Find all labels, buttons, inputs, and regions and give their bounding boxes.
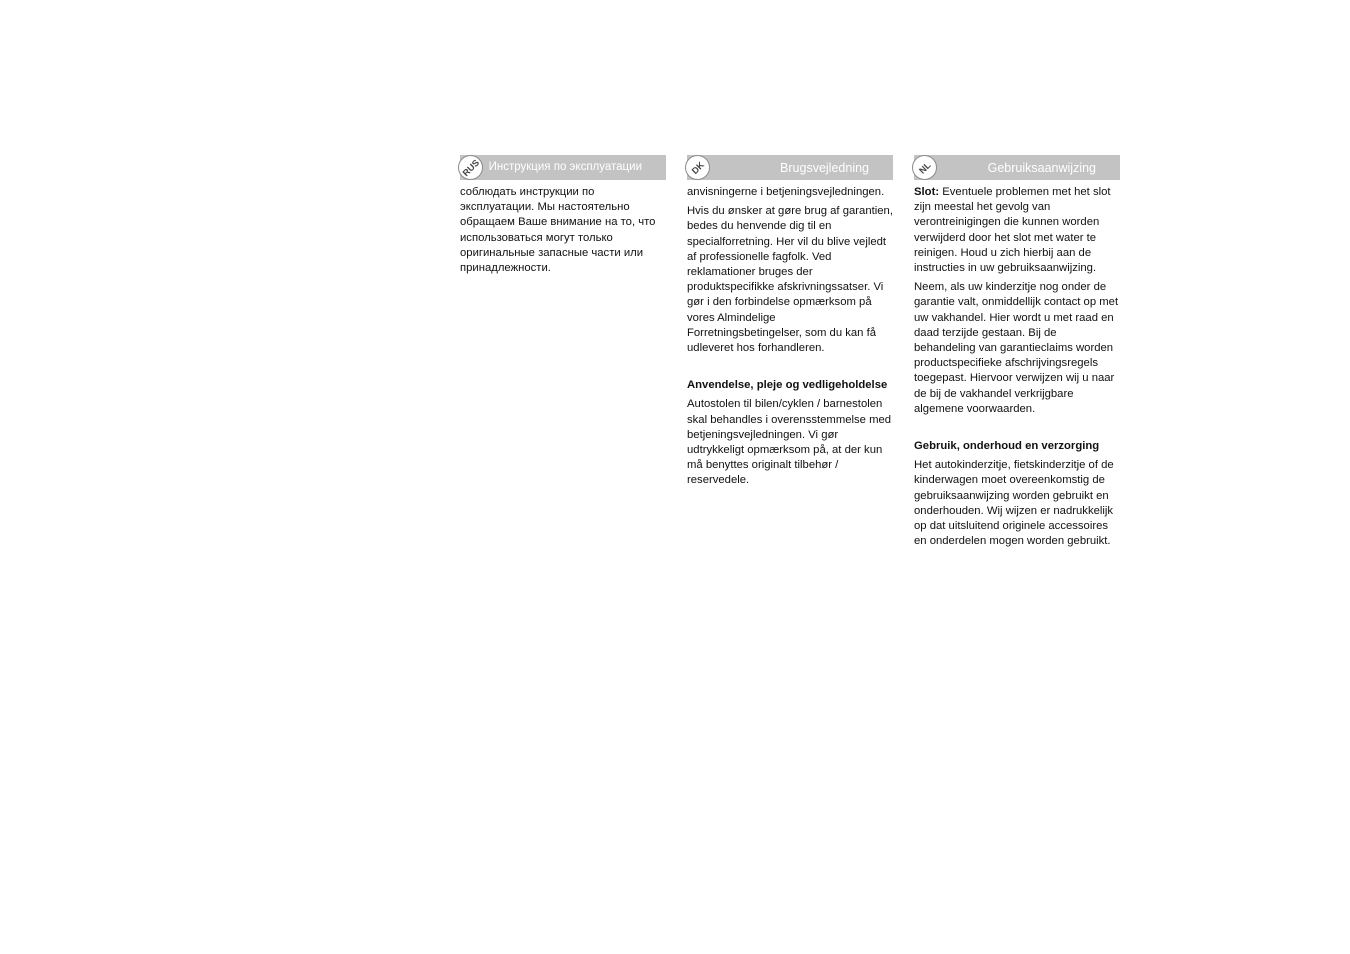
paragraph: anvisningerne i betjeningsvejledningen.	[687, 186, 885, 198]
subheading: Gebruik, onderhoud en verzorging	[914, 440, 1100, 453]
paragraph: Hvis du ønsker at gøre brug af garantien, bedes du henvende dig til en specialforretning. Her vil du blive vejledt af professionelle fagfolk. Ved reklamationer bruges der produktspecifikke afskrivningssatser. Vi gør i den forbindelse opmærksom på vores Almindelige Forretningsbetingelser, som du kan få udleveret hos forhandleren.	[687, 205, 893, 355]
paragraph: Autostolen til bilen/cyklen / barnestolen skal behandles i overensstemmelse med betjeningsvejledningen. Vi gør udtrykkeligt opmærksom på, at der kun må benyttes originalt tilbehør / reservedele.	[687, 398, 892, 487]
language-badge-icon: RUS	[458, 155, 483, 180]
paragraph: соблюдать инструкции по эксплуатации. Мы настоятельно обращаем Ваше внимание на то, что использоваться могут только оригинальные запасные части или принадлежности.	[460, 186, 656, 275]
subheading: Anvendelse, pleje og vedligeholdelse	[687, 379, 888, 392]
section-title: Gebruiksaanwijzing	[987, 161, 1096, 175]
lead-label: Slot:	[914, 186, 940, 198]
paragraph: Neem, als uw kinderzitje nog onder de garantie valt, onmiddellijk contact op met uw vakhandel. Hier wordt u met raad en daad terzijde gestaan. Bij de behandeling van garantieclaims worden productspecifieke afschrijvingsregels toegepast. Hiervoor verwijzen wij u naar de bij de vakhandel verkrijgbare algemene voorwaarden.	[914, 281, 1119, 415]
paragraph: Slot: Eventuele problemen met het slot zijn meestal het gevolg van verontreinigingen die kunnen worden verwijderd door het slot met water te reinigen. Houd u zich hierbij aan de instructies in uw gebruiksaanwijzing.	[914, 186, 1111, 275]
section-title: Инструкция по эксплуатации	[488, 161, 642, 173]
section-header-nl	[914, 155, 1120, 180]
column-russian	[460, 155, 666, 280]
section-header-dk	[687, 155, 893, 180]
section-header-rus	[460, 155, 666, 180]
column-danish	[687, 155, 893, 493]
paragraph: Het autokinderzitje, fietskinderzitje of de kinderwagen moet overeenkomstig de gebruiksaanwijzing worden gebruikt en onderhouden. Wij wijzen er nadrukkelijk op dat uitsluitend originele accessoires en onderdelen mogen worden gebruikt.	[914, 459, 1114, 548]
column-dutch	[914, 155, 1120, 553]
language-badge-icon: DK	[685, 155, 710, 180]
section-title: Brugsvejledning	[780, 161, 869, 175]
language-badge-icon: NL	[912, 155, 937, 180]
